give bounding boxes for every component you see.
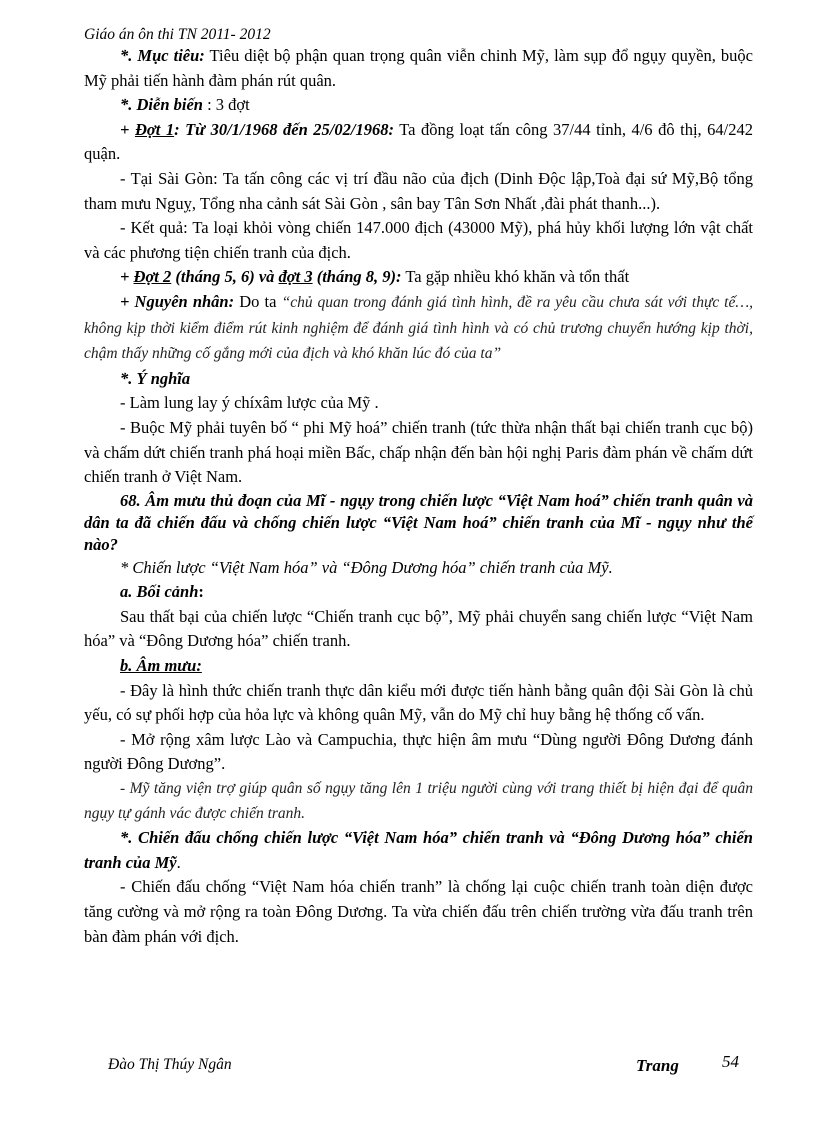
objective-label: *. Mục tiêu: (120, 46, 205, 65)
footer-author: Đào Thị Thúy Ngân (108, 1056, 232, 1073)
objective-paragraph: *. Mục tiêu: Tiêu diệt bộ phận quan trọng quân viễn chinh Mỹ, làm sụp đổ ngụy quyền, buộc Mỹ phải tiến hành đàm phán rút quân. (84, 46, 753, 90)
context-paragraph: Sau thất bại của chiến lược “Chiến tranh cục bộ”, Mỹ phải chuyển sang chiến lược “Việt Nam hóa” và “Đông Dương hóa” chiến tranh. (84, 606, 753, 651)
phase23-paragraph: + Đợt 2 (tháng 5, 6) và đợt 3 (tháng 8, 9): Ta gặp nhiều khó khăn và tổn thất (120, 267, 630, 287)
saigon-paragraph: - Tại Sài Gòn: Ta tấn công các vị trí đầu não của địch (Dinh Độc lập,Toà đại sứ Mỹ,Bộ tổng tham mưu Nguỵ, Tổng nha cảnh sát Sài Gòn , sân bay Tân Sơn Nhất ,đài phát thanh...). (84, 168, 753, 213)
page-header: Giáo án ôn thi TN 2011- 2012 (84, 26, 271, 43)
phase1-label: Đợt 1 (134, 119, 175, 139)
context-heading: a. Bối cảnh: (120, 582, 204, 602)
progress-label: *. Diễn biến (120, 95, 203, 115)
fight-heading: *. Chiến đấu chống chiến lược “Việt Nam hóa” chiến tranh và “Đông Dương hóa” chiến tranh của Mỹ. (84, 828, 753, 872)
scheme-item-3: - Mỹ tăng viện trợ giúp quân số ngụy tăng lên 1 triệu người cùng với trang thiết bị hiện đại để quân ngụy tự gánh vác được chiến tranh. (84, 780, 753, 822)
question-68-heading: 68. Âm mưu thủ đoạn của Mĩ - ngụy trong chiến lược “Việt Nam hoá” chiến tranh quân và dân ta đã chiến đấu và chống chiến lược “Việt Nam hoá” chiến tranh của Mĩ - ngụy như thế nào? (84, 490, 753, 554)
phase2-label: Đợt 2 (133, 267, 172, 287)
scheme-item-1: - Đây là hình thức chiến tranh thực dân kiểu mới được tiến hành bằng quân đội Sài Gòn là chủ yếu, có sự phối hợp của hỏa lực và không quân Mỹ, vẫn do Mỹ chỉ huy bằng hệ thống cố vấn. (84, 680, 753, 725)
document-body (84, 44, 753, 949)
footer-page-number: 54 (722, 1052, 739, 1071)
strategy-heading: * Chiến lược “Việt Nam hóa” và “Đông Dương hóa” chiến tranh của Mỹ. (120, 557, 613, 577)
phase1-paragraph: + Đợt 1: Từ 30/1/1968 đến 25/02/1968: Ta đồng loạt tấn công 37/44 tỉnh, 4/6 đô thị, 64/242 quận. (84, 119, 754, 164)
footer-page-label: Trang (636, 1056, 679, 1075)
significance-item-1: - Làm lung lay ý chíxâm lược của Mỹ . (120, 393, 379, 413)
cause-quote: “chủ quan trong đánh giá tình hình, đề ra yêu cầu chưa sát với thực tế…, không kịp thời kiểm điểm rút kinh nghiệm để đánh giá tình hình và có chủ trương chuyển hướng kịp thời, chậm thấy những cố gắng mới của địch và khó khăn lúc đó của ta” (84, 293, 754, 363)
scheme-item-2: - Mở rộng xâm lược Lào và Campuchia, thực hiện âm mưu “Dùng người Đông Dương đánh người Đông Dương”. (84, 729, 753, 774)
progress-heading: *. Diễn biến : 3 đợt (120, 95, 250, 115)
fight-paragraph: - Chiến đấu chống “Việt Nam hóa chiến tranh” là chống lại cuộc chiến tranh toàn diện được tăng cường và mở rộng ra toàn Đông Dương. Ta vừa chiến đấu trên chiến trường vừa đấu tranh trên bàn đàm phán với địch. (84, 877, 753, 946)
result-paragraph: - Kết quả: Ta loại khỏi vòng chiến 147.000 địch (43000 Mỹ), phá hủy khối lượng lớn vật chất và các phương tiện chiến tranh của địch. (84, 218, 753, 262)
phase3-label: đợt 3 (278, 267, 313, 287)
significance-heading: *. Ý nghĩa (120, 368, 191, 388)
cause-label: + Nguyên nhân: (120, 291, 235, 311)
significance-item-2: - Buộc Mỹ phải tuyên bố “ phi Mỹ hoá” chiến tranh (tức thừa nhận thất bại chiến tranh cục bộ) và chấm dứt chiến tranh phá hoại miền Bấc, chấp nhận đến bàn hội nghị Paris đàm phán về chấm dứt chiến tranh ở Việt Nam. (84, 417, 753, 487)
cause-paragraph: + Nguyên nhân: Do ta “chủ quan trong đánh giá tình hình, đề ra yêu cầu chưa sát với thực tế…, không kịp thời kiểm điểm rút kinh nghiệm để đánh giá tình hình và có chủ trương chuyển hướng kịp thời, chậm thấy những cố gắng mới của địch và khó khăn lúc đó của ta” (84, 291, 754, 363)
scheme-heading: b. Âm mưu: (120, 656, 202, 676)
